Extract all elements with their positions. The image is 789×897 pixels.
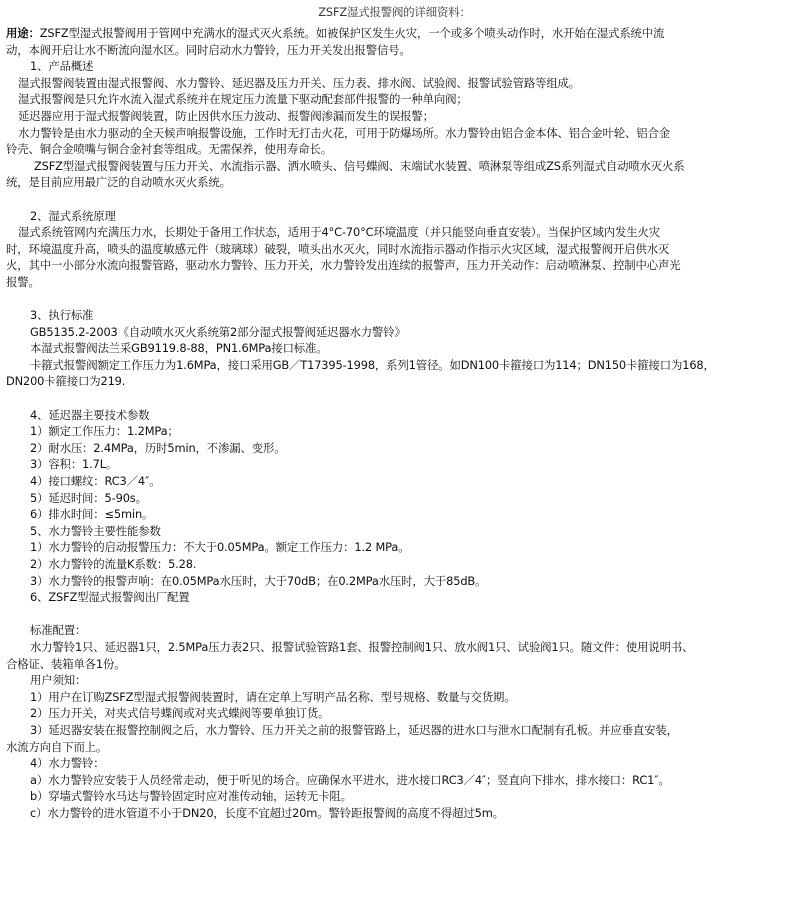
delay-params-heading: 4、延迟器主要技术参数 (30, 407, 150, 422)
spacer (6, 291, 783, 308)
standard-config-heading: 标准配置： (30, 623, 87, 638)
page-title: ZSFZ湿式报警阀的详细资料： (318, 5, 471, 19)
standard-config-text: 水力警铃1只、延迟器1只，2.5MPa压力表2只、报警试验管路1套、报警控制阀1只、放水阀1只、试验阀1只。随文件：使用说明书、 (30, 639, 694, 654)
overview-heading: 1、产品概述 (30, 59, 94, 74)
bell-param-item: 2）水力警铃的流量K系数：5.28. (30, 557, 197, 571)
user-notice-item: 2）压力开关，对夹式信号蝶阀或对夹式蝶阀等要单独订货。 (30, 706, 330, 721)
standard-config-text-cont: 合格证、装箱单各1份。 (6, 656, 126, 671)
principle-heading: 2、湿式系统原理 (30, 208, 116, 223)
user-notice-item-cont: 水流方向自下而上。 (6, 739, 108, 754)
overview-paragraph: 湿式报警阀是只允许水流入湿式系统并在规定压力流量下驱动配套部件报警的一种单向阀； (18, 92, 468, 107)
user-notice-item: 1）用户在订购ZSFZ型湿式报警阀装置时，请在定单上写明产品名称、型号规格、数量与交货期。 (30, 689, 516, 704)
standards-line: 卡箍式报警阀额定工作压力为1.6MPa，接口采用GB／T17395-1998，系列1管径。如DN100卡箍接口为114；DN150卡箍接口为168， (30, 357, 715, 372)
user-notice-subitem: a）水力警铃应安装于人员经常走动，便于听见的场合。应确保水平进水，进水接口RC3／4″；竖直向下排水，排水接口：RC1″。 (30, 772, 670, 787)
principle-text-cont: 时，环境温度升高，喷头的温度敏感元件（玻璃球）破裂，喷头出水灭火，同时水流指示器动作指示火灾区域，湿式报警阀开启供水灭 (6, 241, 670, 256)
factory-config-heading: 6、ZSFZ型湿式报警阀出厂配置 (30, 590, 190, 605)
delay-param-item: 4）接口螺纹：RC3／4″。 (30, 474, 161, 489)
bell-params-heading: 5、水力警铃主要性能参数 (30, 523, 161, 538)
standards-line-cont: DN200卡箍接口为219. (6, 374, 126, 389)
delay-param-item: 5）延迟时间：5-90s。 (30, 490, 147, 505)
usage-line (6, 25, 783, 42)
overview-paragraph-cont: 铃壳、铜合金喷嘴与铜合金衬套等组成。无需保养，使用寿命长。 (6, 142, 332, 157)
bell-param-item: 3）水力警铃的报警声响：在0.05MPa水压时，大于70dB；在0.2MPa水压时，大于85dB。 (30, 573, 487, 588)
usage-label: 用途： (6, 26, 40, 40)
overview-paragraph: 延迟器应用于湿式报警阀装置，防止因供水压力波动、报警阀渗漏而发生的误报警； (18, 108, 434, 123)
principle-text-cont: 报警。 (6, 274, 40, 289)
overview-paragraph: ZSFZ型湿式报警阀装置与压力开关、水流指示器、洒水喷头、信号蝶阀、末端试水装置、喷淋泵等组成ZS系列湿式自动喷水灭火系 (34, 158, 685, 173)
standards-heading: 3、执行标准 (30, 308, 94, 323)
delay-param-item: 3）容积：1.7L。 (30, 457, 118, 472)
delay-param-item: 2）耐水压：2.4MPa，历时5min，不渗漏、变形。 (30, 440, 286, 455)
user-notice-subitem: c）水力警铃的进水管道不小于DN20，长度不宜超过20m。警铃距报警阀的高度不得超过5m。 (30, 805, 504, 820)
spacer (6, 191, 783, 208)
usage-text-cont: 动，本阀开启让水不断流向湿水区。同时启动水力警铃，压力开关发出报警信号。 (6, 42, 411, 57)
spacer (6, 606, 783, 623)
usage-text: ZSFZ型湿式报警阀用于管网中充满水的湿式灭火系统。如被保护区发生火灾，一个或多个喷头动作时，水开始在湿式系统中流 (39, 26, 665, 40)
user-notice-heading: 用户须知： (30, 673, 87, 688)
standards-line: 本湿式报警阀法兰采GB9119.8-88，PN1.6MPa接口标准。 (30, 341, 328, 356)
user-notice-item: 4）水力警铃： (30, 756, 105, 771)
bell-param-item: 1）水力警铃的启动报警压力：不大于0.05MPa。额定工作压力：1.2 MPa。 (30, 540, 410, 555)
standards-line: GB5135.2-2003《自动喷水灭火系统第2部分湿式报警阀延迟器水力警铃》 (30, 324, 406, 339)
overview-paragraph-cont: 统，是目前应用最广泛的自动喷水灭火系统。 (6, 175, 231, 190)
spacer (6, 390, 783, 407)
overview-paragraph: 水力警铃是由水力驱动的全天候声响报警设施，工作时无打击火花，可用于防爆场所。水力警铃由铝合金本体、铝合金叶轮、铝合金 (18, 125, 670, 140)
principle-text: 湿式系统管网内充满压力水，长期处于备用工作状态，适用于4°C-70°C环境温度（并只能竖向垂直安装）。当保护区域内发生火灾 (18, 225, 661, 240)
delay-param-item: 1）额定工作压力：1.2MPa； (30, 424, 179, 439)
user-notice-subitem: b）穿墙式警铃水马达与警铃固定时应对准传动轴，运转无卡阻。 (30, 789, 352, 804)
user-notice-item: 3）延迟器安装在报警控制阀之后，水力警铃、压力开关之前的报警管路上，延迟器的进水口与泄水口配制有孔板。并应垂直安装， (30, 722, 678, 737)
overview-paragraph: 湿式报警阀装置由湿式报警阀、水力警铃、延迟器及压力开关、压力表、排水阀、试验阀、报警试验管路等组成。 (18, 75, 581, 90)
principle-text-cont: 火，其中一小部分水流向报警管路，驱动水力警铃、压力开关，水力警铃发出连续的报警声，压力开关动作：启动喷淋泵、控制中心声光 (6, 258, 681, 273)
delay-param-item: 6）排水时间：≤5min。 (30, 507, 154, 522)
